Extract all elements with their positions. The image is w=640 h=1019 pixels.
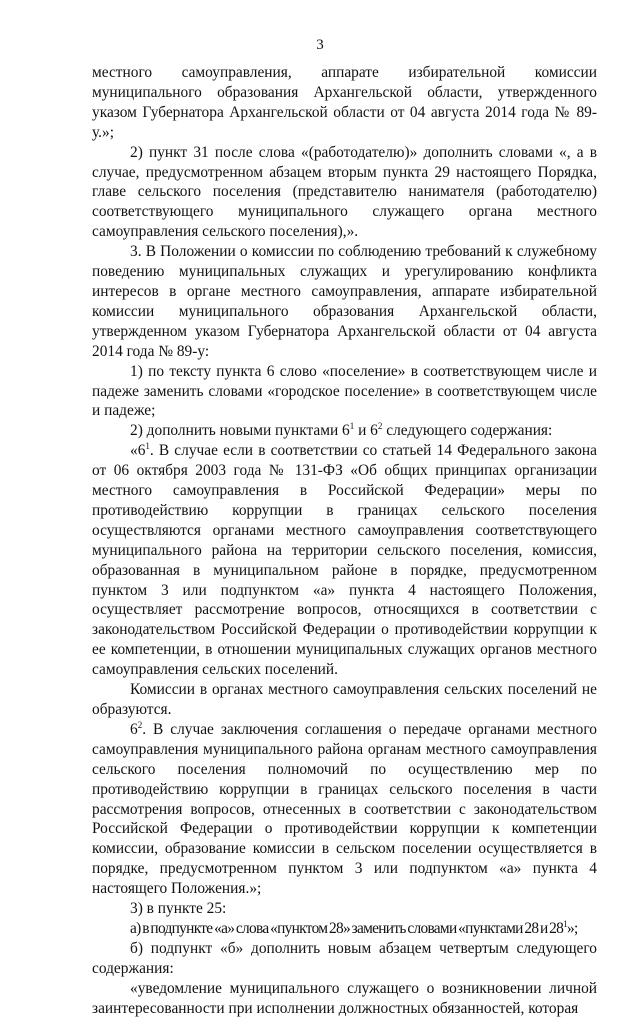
document-body [92, 63, 597, 1019]
paragraph-continuation: местного самоуправления, аппарате избирательной комиссии муниципального образования Архангельской области, утвержденного указом Губернатора Архангельской области от 04 августа 2014 года № 89-у.»; [92, 64, 597, 141]
paragraph-item-2-punkt-31: 2) пункт 31 после слова «(работодателю)» дополнить словами «, а в случае, предусмотренном абзацем вторым пункта 29 настоящего Порядка, главе сельского поселения (представителю нанимателя (работодателю) соответствующего муниципального служащего органа местного самоуправления сельского поселения),». [92, 143, 597, 241]
superscript-2: 2 [137, 719, 143, 730]
paragraph-subitem-b: б) подпункт «б» дополнить новым абзацем четвертым следующего содержания: [92, 939, 597, 977]
paragraph-punkt-6-2 [92, 720, 597, 899]
punkt-6-2-number: 6 [130, 720, 138, 738]
punkt-6-1-text: . В случае если в соответствии со статьей 14 Федерального закона от 06 октября 2003 года № 131-ФЗ «Об общих принципах организации местного самоуправления в Российской Федерации» меры по противодействию коррупции в границах сельского поселения осуществляются органами местного самоуправления соответствующего муниципального района на территории сельского поселения, комиссия, образованная в муниципальном районе в порядке, предусмотренном пунктом 3 или подпунктом «а» пункта 4 настоящего Положения, осуществляет рассмотрение вопросов, относящихся в соответствии с законодательством Российской Федерации о противодействии коррупции к ее компетенции, в отношении муниципальных служащих органов местного самоуправления сельских поселений. [92, 442, 597, 679]
item-2-text-mid: и 6 [354, 422, 378, 440]
paragraph-item-1-tekst: 1) по тексту пункта 6 слово «поселение» в соответствующем числе и падеже заменить словами «городское поселение» в соответствующем числе и падеже; [92, 362, 597, 420]
punkt-6-2-text: . В случае заключения соглашения о передаче органами местного самоуправления муниципального района органам местного самоуправления сельского поселения полномочий по осуществлению мер по противодействию коррупции в границах сельского поселения в части рассмотрения вопросов, отнесенных в соответствии с законодательством Российской Федерации о противодействии коррупции к компетенции комиссии, образование комиссии в сельском поселении осуществляется в порядке, предусмотренном пунктом 3 или подпунктом «а» пункта 4 настоящего Положения.»; [92, 720, 597, 898]
superscript-1: 1 [563, 918, 567, 929]
subitem-a-text: а) в подпункте «а» слова «пунктом 28» заменить словами «пунктами 28 и 28 [130, 919, 564, 937]
punkt-6-1-number: «6 [130, 442, 146, 460]
page-number: 3 [316, 37, 324, 53]
paragraph-section-3-polozhenie: 3. В Положении о комиссии по соблюдению требований к служебному поведению муниципальных служащих и урегулированию конфликта интересов в органе местного самоуправления, аппарате избирательной комиссии муниципального образования Архангельской области, утвержденном указом Губернатора Архангельской области от 04 августа 2014 года № 89-у: [92, 243, 597, 360]
superscript-1: 1 [349, 421, 355, 432]
item-2-text-end: следующего содержания: [382, 422, 553, 440]
item-2-text-start: 2) дополнить новыми пунктами 6 [130, 422, 350, 440]
subitem-a-end: »; [567, 919, 578, 937]
superscript-2: 2 [377, 421, 383, 432]
paragraph-uvedomlenie: «уведомление муниципального служащего о возникновении личной заинтересованности при исполнении должностных обязанностей, которая [92, 979, 597, 1017]
paragraph-item-3-punkt-25: 3) в пункте 25: [130, 900, 227, 918]
paragraph-subitem-a [92, 919, 597, 939]
superscript-1: 1 [145, 441, 150, 452]
paragraph-punkt-6-1 [92, 441, 597, 680]
paragraph-item-2-dopolnit [92, 421, 597, 441]
paragraph-komissii: Комиссии в органах местного самоуправления сельских поселений не образуются. [92, 681, 597, 718]
